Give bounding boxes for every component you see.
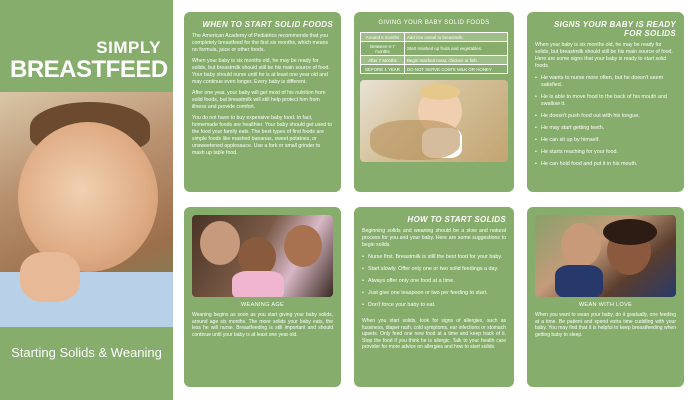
list-item: • Nurse first. Breastmilk is still the best food for your baby. (362, 254, 506, 261)
table-cell-age: After 7 Months (361, 56, 405, 65)
table-cell-food: DO NOT SERVE COW'S MILK OR HONEY (405, 65, 508, 74)
signs-ready-intro: When your baby is six months old, he may be ready for solids, but breastmilk should still be his main source of food. Here are some signs that your baby is ready to start solid foods. (535, 42, 673, 69)
allergy-note: When you start solids, look for signs of allergies, such as fussiness, diaper rash, cold symptoms, ear infections or stomach upsets. Only feed one new food at a time and keep track of it. Stop the food if you think he is allergic. Talk to your health care provider for more advice on allergies and how to start solids. (362, 318, 506, 351)
baby-eating-photo (360, 80, 508, 162)
brand-title-line2: BREASTFEED (10, 56, 168, 83)
how-to-start-intro: Beginning solids and weaning should be a slow and natural process for you and your baby. Here are some suggestions to begin solids. (362, 228, 506, 248)
cover-baby-photo (0, 92, 173, 327)
table-row (361, 33, 508, 42)
list-item: • Don't force your baby to eat. (362, 302, 506, 309)
list-item: • Always offer only one food at a time. (362, 278, 506, 285)
list-item: • Start slowly. Offer only one or two solid feedings a day. (362, 266, 506, 273)
wean-with-love-text: When you want to wean your baby, do it gradually, one feeding at a time. Be patient and spend extra time cuddling with your baby. You may find that it is helpful to keep breastfeeding when getting baby to sleep. (535, 312, 676, 338)
table-row (361, 65, 508, 74)
brand-logo (0, 30, 173, 92)
table-row (361, 56, 508, 65)
list-item: • He can hold food and put it in his mouth. (535, 161, 676, 168)
how-to-start-list (354, 254, 514, 309)
list-item: • Just give one teaspoon or two per feeding to start. (362, 290, 506, 297)
how-to-start-title: HOW TO START SOLIDS (407, 215, 506, 224)
weaning-age-text: Weaning begins as soon as you start giving your baby solids, around age six months. The more solids your baby eats, the less he will nurse. Breastfeeding is still important and should continue until your baby is at least one year old. (192, 312, 333, 338)
signs-ready-list (527, 75, 684, 168)
table-cell-age: BEFORE 1 YEAR (361, 65, 405, 74)
when-to-start-title: WHEN TO START SOLID FOODS (202, 20, 333, 29)
table-cell-food: Add rice cereal to breastmilk. (405, 33, 508, 42)
list-item: • He may start getting teeth. (535, 125, 676, 132)
wean-with-love-panel (527, 207, 684, 387)
list-item: • He wants to nurse more often, but he doesn't seem satisfied. (535, 75, 676, 89)
list-item: • He doesn't push food out with his tongue. (535, 113, 676, 120)
paragraph: After one year, your baby will get most of his nutrition from solid foods, but breastmilk will still help protect him from illness and provide comfort. (192, 90, 326, 110)
how-to-start-panel (354, 207, 514, 387)
when-to-start-panel (184, 12, 341, 192)
weaning-age-caption: WEANING AGE (240, 302, 285, 308)
list-item: • He can sit up by himself. (535, 137, 676, 144)
brand-title-line1: SIMPLY (96, 38, 161, 57)
list-item: • He is able to move food to the back of his mouth and swallow it. (535, 94, 676, 108)
signs-ready-title: SIGNS YOUR BABY IS READY FOR SOLIDS (553, 20, 676, 38)
giving-solid-foods-panel (354, 12, 514, 192)
signs-ready-panel (527, 12, 684, 192)
table-cell-food: Start mashed up fruits and vegetables. (405, 42, 508, 56)
solid-foods-table (360, 32, 508, 74)
cover-panel (0, 0, 173, 400)
table-cell-age: Around 6 months (361, 33, 405, 42)
cover-subtitle: Starting Solids & Weaning (11, 345, 162, 360)
table-cell-age: Between 6-7 months (361, 42, 405, 56)
paragraph: The American Academy of Pediatrics recommends that you completely breastfeed for the first six months, which means no formula, juice or other foods. (192, 33, 329, 53)
weaning-age-panel (184, 207, 341, 387)
giving-table-title: GIVING YOUR BABY SOLID FOODS (378, 20, 490, 26)
table-row (361, 42, 508, 56)
list-item: • He starts reaching for your food. (535, 149, 676, 156)
paragraph: You do not have to buy expensive baby food. In fact, homemade foods are healthier. Your baby should get used to the food your family eats. The best types of first foods are simple foods like mashed bananas, sweet potatoes, or unsweetened applesauce. Use a fork or small grinder to mash up table food. (192, 115, 332, 156)
table-cell-food: Begin mashed meat, chicken or fish. (405, 56, 508, 65)
paragraph: When your baby is six months old, he may be ready for solids, but breastmilk should still be his main source of food. Your baby should nurse until he is at least one year old and may continue even longer. Every baby is different. (192, 58, 330, 85)
family-photo (192, 215, 333, 297)
wean-with-love-caption: WEAN WITH LOVE (578, 302, 633, 308)
when-to-start-body (184, 33, 341, 157)
mother-baby-photo (535, 215, 676, 297)
